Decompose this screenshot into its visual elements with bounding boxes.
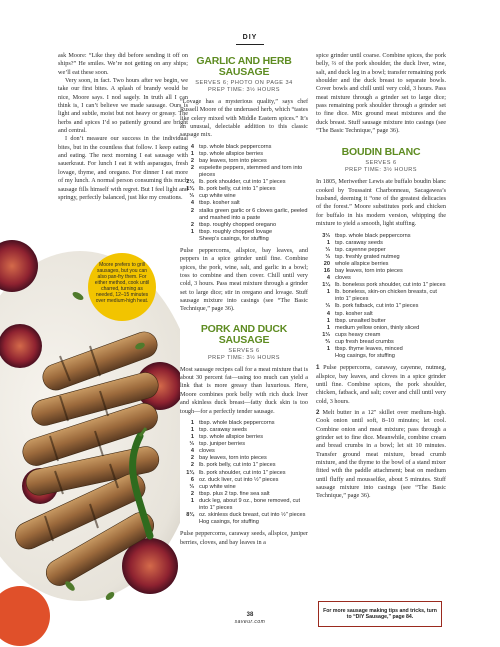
ingredient-row [180, 222, 308, 229]
ingredient-quantity: 16 [323, 267, 330, 274]
ingredient-list [180, 144, 308, 243]
ingredient-text: Hog casings, for stuffing [199, 519, 259, 526]
ingredient-quantity: ⅔ [325, 338, 330, 345]
ingredient-row [180, 158, 308, 165]
ingredient-row [316, 353, 446, 360]
ingredient-quantity: 2 [190, 207, 194, 214]
ingredient-quantity: 6 [190, 476, 194, 483]
ingredient-text: tsp. whole allspice berries [199, 150, 264, 157]
ingredient-text: whole allspice berries [335, 260, 389, 267]
recipe-serves: SERVES 6 [365, 160, 397, 167]
ingredient-text: cloves [199, 448, 215, 455]
ingredient-row [180, 462, 308, 469]
section-rule [236, 44, 264, 45]
body-paragraph: I don’t measure our success in the individual bites, but in the countless that follow. I keep eating and eating. The next morning I eat sausage with sauerkraut. For lunch I eat it with asparagus, fresh lovage, thyme, and oregano. For dinner I eat more of my lunch. A normal person consuming this much sausage fills himself with regret. But I feel light and springy, perfectly balanced, just like my creations. [58, 135, 188, 201]
ingredient-row [180, 229, 308, 236]
ingredient-quantity: 2 [190, 157, 194, 164]
ingredient-quantity: 4 [326, 310, 330, 317]
ingredient-text: lb. pork belly, cut into 1" pieces [199, 186, 276, 193]
ingredient-text: lb. boneless, skin-on chicken breasts, cut into 1" pieces [335, 289, 437, 303]
ingredient-row [316, 289, 446, 303]
ingredient-text: tbsp. plus 2 tsp. fine sea salt [199, 490, 270, 497]
ingredient-row [180, 519, 308, 526]
recipe-title [180, 56, 308, 78]
ingredient-text: lb. pork shoulder, cut into 1" pieces [199, 179, 286, 186]
ingredient-text: lb. pork shoulder, cut into 1" pieces [199, 469, 286, 476]
ingredient-quantity: ⅓ [325, 246, 330, 253]
ingredient-row [180, 193, 308, 200]
ingredient-quantity: 2 [190, 462, 194, 469]
ingredient-text: tsp. cayenne pepper [335, 246, 386, 253]
ingredient-quantity: 1 [190, 228, 194, 235]
ingredient-row [180, 498, 308, 512]
ingredient-text: cloves [335, 275, 351, 282]
ingredient-row [316, 339, 446, 346]
recipe-title-line: SAUSAGE [218, 333, 270, 346]
ingredient-text: tsp. juniper berries [199, 441, 246, 448]
recipe-step [316, 409, 446, 501]
step-text: Melt butter in a 12" skillet over medium-high. Cook onion until soft, 8–10 minutes; let cool. Combine onion and meat mixture; pass through a grinder set to fine dice. Meanwhile, combine cream and bread crumbs in a bowl; let sit 10 minutes. Transfer ground meat mixture, bread crumb mixture, and the thyme to the bowl of a stand mixer fitted with the paddle attachment; beat on medium until fluffy and mousselike, about 5 minutes. Stuff sausage mixture into casings (see “The Basic Technique,” page 36). [316, 408, 446, 500]
ingredient-text: oz. skinless duck breast, cut into ½" pieces [199, 512, 306, 519]
ingredient-quantity: 1 [190, 497, 194, 504]
ingredient-row [180, 434, 308, 441]
ingredient-row [180, 420, 308, 427]
ingredient-quantity: 2¼ [186, 179, 194, 186]
recipe-serves: SERVES 6 [228, 347, 260, 354]
ingredient-row [180, 165, 308, 179]
grilling-tip-callout: Moore prefers to grill sausages, but you can also pan-fry them. For either method, cook until charred, turning as needed, 12–15 minutes over medium-high heat. [88, 253, 156, 321]
ingredient-quantity: 1 [326, 346, 330, 352]
ingredient-row [180, 484, 308, 491]
page-number: 38 [246, 612, 254, 618]
ingredient-row [180, 186, 308, 193]
recipe-method: Pulse peppercorns, caraway seeds, allspice, juniper berries, cloves, and bay leaves in a [180, 530, 308, 546]
ingredient-quantity: ⅓ [189, 483, 194, 490]
left-column [58, 52, 188, 202]
ingredient-list [180, 420, 308, 526]
ingredient-row [316, 346, 446, 353]
ingredient-quantity: 2 [190, 165, 194, 171]
ingredient-text: bay leaves, torn into pieces [199, 455, 267, 462]
ingredient-text: tsp. caraway seeds [335, 239, 383, 246]
ingredient-row [316, 268, 446, 275]
right-column [316, 52, 446, 501]
ingredient-text: bay leaves, torn into pieces [335, 267, 403, 274]
ingredient-row [316, 275, 446, 282]
ingredient-quantity: ⅓ [325, 253, 330, 260]
ingredient-quantity: 1 [190, 419, 194, 426]
ingredient-text: lb. pork fatback, cut into 1" pieces [335, 303, 419, 310]
ingredient-row [180, 455, 308, 462]
ingredient-quantity: 1 [326, 324, 330, 331]
ingredient-text: Sheep’s casings, for stuffing [199, 235, 269, 242]
ingredient-row [180, 200, 308, 207]
ingredient-quantity: ⅓ [325, 303, 330, 310]
ingredient-text: Hog casings, for stuffing [335, 353, 395, 360]
ingredient-quantity: 3⅓ [322, 232, 330, 239]
ingredient-row [316, 240, 446, 247]
recipe-title-line: GARLIC AND HERB [196, 55, 292, 67]
ingredient-row [180, 179, 308, 186]
ingredient-text: medium yellow onion, thinly sliced [335, 324, 420, 331]
ingredient-quantity: 1 [326, 317, 330, 324]
ingredient-text: tsp. whole allspice berries [199, 434, 264, 441]
recipe-step [316, 364, 446, 406]
ingredient-text: cup white wine [199, 193, 236, 200]
body-paragraph: Very soon, in fact. Two hours after we begin, we take our first bites. A splash of brandy would be nice, Moore says. I nod sagely. In truth all I can think is, I can’t believe we made sausage. Ours is light and subtle, moist but not heavy or greasy. The herbs and spices I’d so patiently ground are bright and central. [58, 77, 188, 135]
ingredient-row [316, 325, 446, 332]
ingredient-quantity [180, 236, 199, 243]
step-number: 1 [316, 364, 324, 372]
recipe-title [180, 324, 308, 346]
ingredient-row [316, 282, 446, 289]
ingredient-text: tsp. whole black peppercorns [199, 143, 272, 150]
ingredient-row [316, 233, 446, 240]
ingredient-quantity: 4 [190, 200, 194, 207]
ingredient-quantity: 1 [326, 289, 330, 296]
ingredient-text: tsp. kosher salt [335, 310, 373, 317]
recipe-title-line: PORK AND DUCK [200, 322, 288, 335]
ingredient-quantity [316, 353, 335, 360]
recipe-prep-time: PREP TIME: 3½ HOURS [207, 354, 281, 361]
recipe-intro: “Lovage has a mysterious quality,” says chef Russell Moore of the underused herb, which “tastes like celery mixed with Middle Eastern spices.” It’s an unusual, delectable addition to this classic sausage mix. [180, 98, 308, 139]
recipe-method: Pulse peppercorns, allspice, bay leaves, and peppers in a spice grinder until fine. Combine spices, the pork, wine, salt, and garlic in a bowl; toss to combine and then cover. Chill until very cold, 3 hours. Pass meat mixture through a grinder set to large dice; stir in oregano and lovage. Stuff sausage mixture into casings (see “The Basic Technique,” page 36). [180, 247, 308, 313]
ingredient-quantity: 2 [190, 490, 194, 497]
recipe-serves: SERVES 6; PHOTO ON PAGE 34 [195, 80, 293, 86]
ingredient-quantity: 1¾ [186, 186, 194, 193]
ingredient-quantity: ⅓ [189, 441, 194, 448]
ingredient-text: cups heavy cream [335, 331, 381, 338]
ingredient-text: lb. pork belly, cut into 1" pieces [199, 462, 276, 469]
ingredient-text: duck leg, about 9 oz., bone removed, cut into 1" pieces [199, 497, 301, 511]
more-tips-box: For more sausage making tips and tricks, turn to “DIY Sausage,” page 84. [318, 601, 442, 627]
ingredient-text: tbsp. thyme leaves, minced [335, 346, 403, 352]
ingredient-quantity: 4 [326, 275, 330, 282]
ingredient-text: lb. boneless pork shoulder, cut into 1" pieces [335, 282, 446, 289]
site-url: saveur.com [234, 619, 266, 625]
ingredient-row [180, 427, 308, 434]
ingredient-text: tsp. caraway seeds [199, 426, 247, 433]
ingredient-quantity: 1¾ [186, 469, 194, 476]
ingredient-quantity: 2 [190, 221, 194, 228]
recipe-title-line: SAUSAGE [218, 66, 270, 78]
ingredient-row [180, 208, 308, 222]
ingredient-row [180, 477, 308, 484]
ingredient-text: tbsp. roughly chopped lovage [199, 228, 273, 235]
ingredient-row [180, 470, 308, 477]
ingredient-quantity: 4 [190, 143, 194, 150]
recipe-intro: Most sausage recipes call for a meat mixture that is about 30 percent fat—using too much can yield a link that is more greasy than luxurious. Here, Moore combines pork belly with rich duck liver and skinless duck breast—fatty duck skin is too tough—for a perfectly tender sausage. [180, 365, 308, 415]
ingredient-row [316, 311, 446, 318]
ingredient-text: cup white wine [199, 483, 236, 490]
ingredient-quantity: 1 [190, 426, 194, 433]
ingredient-row [180, 144, 308, 151]
ingredient-row [180, 236, 308, 243]
ingredient-text: tbsp. whole black peppercorns [199, 419, 275, 426]
recipe-prep-time: PREP TIME: 3½ HOURS [344, 167, 418, 174]
ingredient-text: tbsp. whole black peppercorns [335, 232, 411, 239]
ingredient-quantity: 4 [190, 448, 194, 455]
recipe-intro: In 1805, Meriwether Lewis ate buffalo boudin blanc cooked by Toussaint Charbonneau, Sacagawea’s husband, deeming it “one of the greatest delicacies of the forest.” Moore substitutes pork and chicken for buffalo in his modern version, whipping the mixture to yield a smooth, light stuffing. [316, 178, 446, 228]
ingredient-row [316, 332, 446, 339]
step-number: 2 [316, 408, 323, 416]
ingredient-row [316, 318, 446, 325]
ingredient-row [180, 512, 308, 519]
ingredient-quantity: 8¾ [186, 512, 194, 519]
body-paragraph: ask Moore: “Like they did before sending it off on ships?” He smiles. We’re not getting on any ships; we’ll eat these soon. [58, 52, 188, 76]
ingredient-quantity: 20 [323, 260, 330, 267]
ingredient-quantity: 1 [190, 150, 194, 157]
ingredient-quantity: 1¼ [322, 282, 330, 289]
ingredient-quantity: 1⅓ [322, 331, 330, 338]
ingredient-list [316, 233, 446, 361]
recipe-prep-time: PREP TIME: 3½ HOURS [207, 87, 281, 93]
ingredient-text: oz. duck liver, cut into ½" pieces [199, 476, 279, 483]
section-label: DIY [242, 34, 258, 41]
ingredient-text: stalks green garlic or 6 cloves garlic, peeled and mashed into a paste [199, 207, 308, 221]
middle-column [180, 56, 308, 547]
ingredient-row [316, 247, 446, 254]
ingredient-row [180, 491, 308, 498]
ingredient-row [180, 151, 308, 158]
ingredient-text: tsp. freshly grated nutmeg [335, 253, 400, 260]
ingredient-row [316, 303, 446, 310]
ingredient-text: bay leaves, torn into pieces [199, 157, 267, 164]
ingredient-quantity: ⅓ [189, 193, 194, 200]
ingredient-row [180, 441, 308, 448]
recipe-method-continued: spice grinder until coarse. Combine spices, the pork belly, ⅔ of the pork shoulder, the duck liver, wine, salt, and duck leg in a bowl; transfer remaining pork shoulder and the duck breast to separate bowls. Cover bowls and chill until very cold, 3 hours. Pass meat mixture through a grinder set to large dice; pass remaining pork shoulder through a grinder set to fine dice. Mix ground meat mixtures and the duck breast. Stuff sausage mixture into casings (see “The Basic Technique,” page 36). [316, 52, 446, 135]
ingredient-quantity: 2 [190, 455, 194, 462]
ingredient-text: tbsp. kosher salt [199, 200, 240, 207]
recipe-title: BOUDIN BLANC [341, 146, 421, 159]
ingredient-text: tbsp. roughly chopped oregano [199, 221, 277, 228]
ingredient-text: espelette peppers, stemmed and torn into pieces [199, 165, 303, 179]
ingredient-row [316, 261, 446, 268]
ingredient-quantity: 1 [326, 239, 330, 246]
step-text: Pulse peppercorns, caraway, cayenne, nutmeg, allspice, bay leaves, and cloves in a spice grinder until fine. Combine spices, the pork shoulder, chicken, fatback, and salt; cover and chill until very cold, 3 hours. [316, 364, 446, 405]
ingredient-text: tbsp. unsalted butter [335, 317, 386, 324]
page-footer [222, 612, 278, 626]
ingredient-quantity: 1 [190, 434, 194, 441]
ingredient-quantity [180, 519, 199, 526]
ingredient-row [316, 254, 446, 261]
ingredient-text: cup fresh bread crumbs [335, 338, 394, 345]
ingredient-row [180, 448, 308, 455]
